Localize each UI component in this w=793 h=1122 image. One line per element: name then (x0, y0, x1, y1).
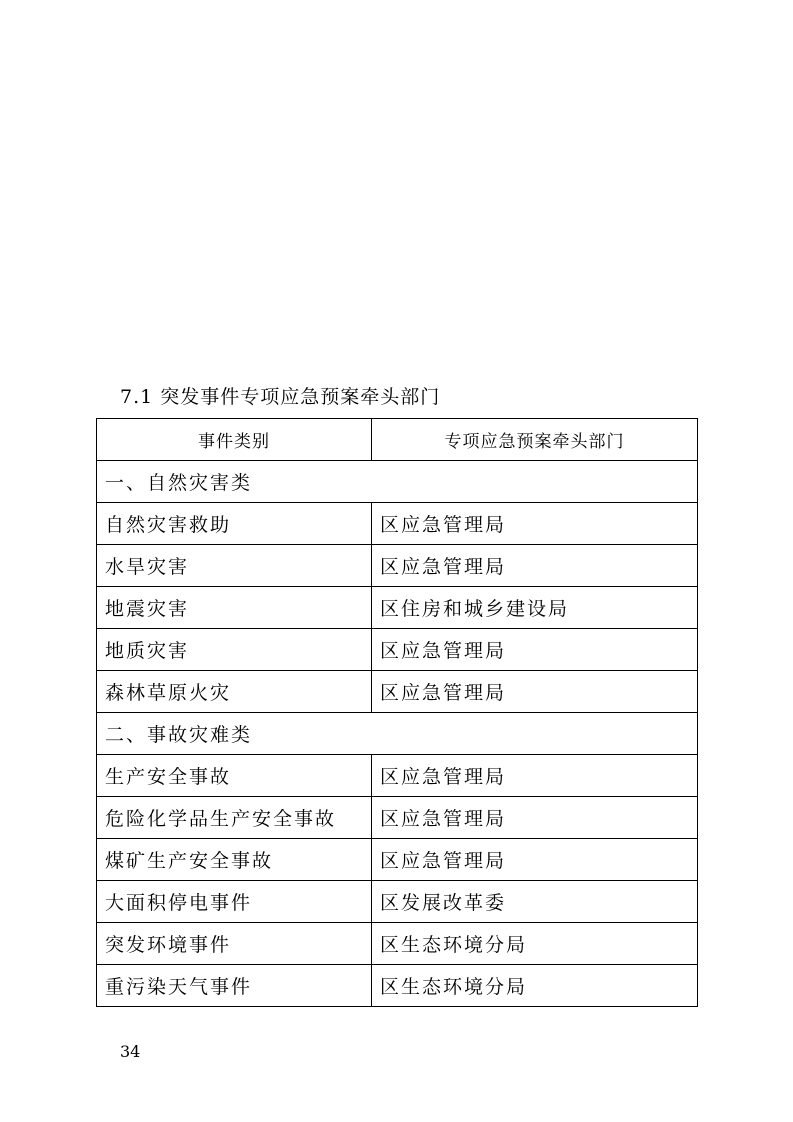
lead-department-cell: 区生态环境分局 (372, 923, 698, 965)
lead-department-cell: 区生态环境分局 (372, 965, 698, 1007)
table-row (97, 545, 698, 587)
event-category-cell: 危险化学品生产安全事故 (97, 797, 372, 839)
event-category-cell: 生产安全事故 (97, 755, 372, 797)
group-row-natural-disasters (97, 461, 698, 503)
group-title: 二、事故灾难类 (97, 713, 698, 755)
lead-department-cell: 区住房和城乡建设局 (372, 587, 698, 629)
event-category-cell: 煤矿生产安全事故 (97, 839, 372, 881)
table-row (97, 671, 698, 713)
table-row (97, 629, 698, 671)
header-event-category: 事件类别 (97, 419, 372, 461)
event-category-cell: 森林草原火灾 (97, 671, 372, 713)
lead-department-cell: 区应急管理局 (372, 755, 698, 797)
header-lead-department: 专项应急预案牵头部门 (372, 419, 698, 461)
emergency-plan-table (96, 418, 698, 1007)
table-row (97, 923, 698, 965)
table-row (97, 965, 698, 1007)
table-row (97, 839, 698, 881)
table-row (97, 881, 698, 923)
event-category-cell: 大面积停电事件 (97, 881, 372, 923)
lead-department-cell: 区应急管理局 (372, 629, 698, 671)
lead-department-cell: 区应急管理局 (372, 797, 698, 839)
event-category-cell: 自然灾害救助 (97, 503, 372, 545)
lead-department-cell: 区应急管理局 (372, 839, 698, 881)
lead-department-cell: 区应急管理局 (372, 671, 698, 713)
event-category-cell: 重污染天气事件 (97, 965, 372, 1007)
event-category-cell: 地震灾害 (97, 587, 372, 629)
page-number: 34 (120, 1042, 141, 1061)
group-row-accident-disasters (97, 713, 698, 755)
event-category-cell: 突发环境事件 (97, 923, 372, 965)
lead-department-cell: 区应急管理局 (372, 503, 698, 545)
table-row (97, 755, 698, 797)
lead-department-cell: 区发展改革委 (372, 881, 698, 923)
lead-department-cell: 区应急管理局 (372, 545, 698, 587)
table-row (97, 587, 698, 629)
table-row (97, 503, 698, 545)
table-header-row (97, 419, 698, 461)
section-title: 7.1 突发事件专项应急预案牵头部门 (120, 386, 441, 408)
table-row (97, 797, 698, 839)
group-title: 一、自然灾害类 (97, 461, 698, 503)
event-category-cell: 水旱灾害 (97, 545, 372, 587)
event-category-cell: 地质灾害 (97, 629, 372, 671)
